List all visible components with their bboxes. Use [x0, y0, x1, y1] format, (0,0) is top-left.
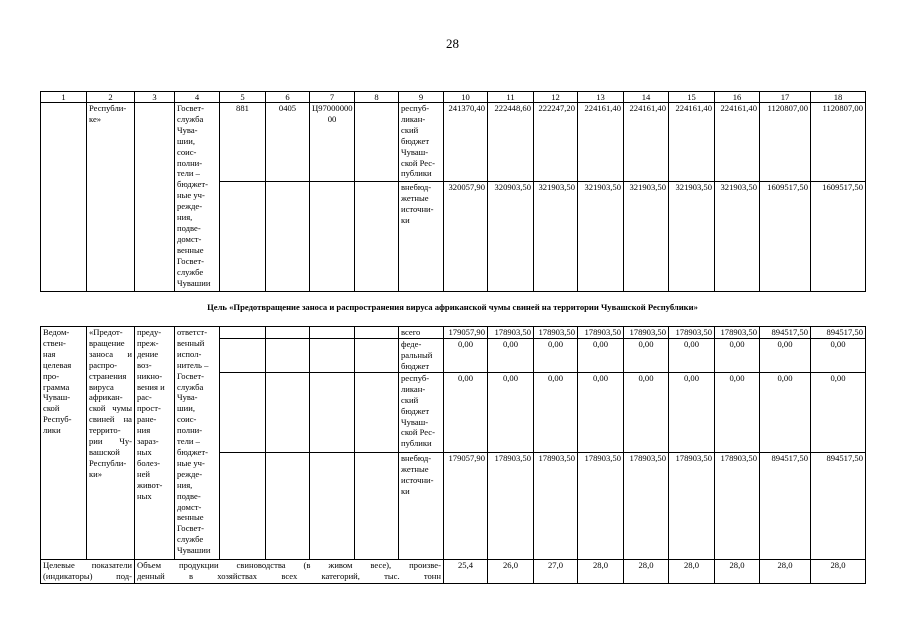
value-cell: 224161,40	[578, 103, 624, 182]
col-header: 12	[534, 92, 578, 103]
budget-table-top	[40, 91, 866, 292]
value-cell: 178903,50	[488, 327, 534, 339]
value-cell: 178903,50	[624, 327, 669, 339]
value-cell: 0,00	[760, 338, 811, 372]
indicator-value-cell: 28,0	[811, 559, 866, 583]
table-row	[41, 103, 866, 182]
value-cell: 0,00	[624, 338, 669, 372]
indicator-value-cell: 28,0	[578, 559, 624, 583]
col-header: 13	[578, 92, 624, 103]
indicator-label-cell: Целевые показатели (индикаторы) под-	[41, 559, 135, 583]
funding-source-cell: респуб- ликан- ский бюджет Чуваш- ской Рес- публики	[399, 372, 444, 452]
value-cell: 0,00	[811, 372, 866, 452]
table-cell	[220, 327, 266, 339]
value-cell: 179057,90	[444, 452, 488, 559]
goal-cell: преду- преж- дение воз- никно- вения и рас- прост- ране- ния зараз- ных болез- ней живот- ных	[135, 327, 175, 560]
col-header: 4	[175, 92, 220, 103]
program-type-cell: Ведом- ствен- ная целевая про- грамма Чуваш- ской Респуб- лики	[41, 327, 87, 560]
value-cell: 1609517,50	[760, 182, 811, 292]
value-cell: 320903,50	[488, 182, 534, 292]
column-number-row	[41, 92, 866, 103]
indicator-value-cell: 27,0	[534, 559, 578, 583]
executor-cell: Госвет- служба Чува- шии, соис- полни- тели – бюджет- ные уч- режде- ния, подве- домст- венные Госвет- службе Чувашии	[175, 103, 220, 292]
value-cell: 321903,50	[715, 182, 760, 292]
table-cell	[41, 103, 87, 292]
col-header: 2	[87, 92, 135, 103]
value-cell: 241370,40	[444, 103, 488, 182]
col-header: 15	[669, 92, 715, 103]
col-header: 5	[220, 92, 266, 103]
funding-source-cell: феде- ральный бюджет	[399, 338, 444, 372]
value-cell: 0,00	[534, 338, 578, 372]
col-header: 9	[399, 92, 444, 103]
funding-source-cell: респуб- ликан- ский бюджет Чуваш- ской Рес- публики	[399, 103, 444, 182]
value-cell: 178903,50	[669, 327, 715, 339]
col-header: 10	[444, 92, 488, 103]
value-cell: 0,00	[578, 338, 624, 372]
table-cell	[355, 338, 399, 372]
value-cell: 222448,60	[488, 103, 534, 182]
value-cell: 894517,50	[760, 327, 811, 339]
value-cell: 178903,50	[534, 452, 578, 559]
value-cell: 321903,50	[578, 182, 624, 292]
table-cell	[220, 452, 266, 559]
col-header: 6	[266, 92, 310, 103]
table-cell	[135, 103, 175, 292]
value-cell: 320057,90	[444, 182, 488, 292]
table-cell	[310, 327, 355, 339]
table-cell	[220, 372, 266, 452]
budget-table-bottom	[40, 326, 866, 584]
indicator-row	[41, 559, 866, 583]
value-cell: 1609517,50	[811, 182, 866, 292]
value-cell: 0,00	[578, 372, 624, 452]
col-header: 7	[310, 92, 355, 103]
value-cell: 178903,50	[669, 452, 715, 559]
program-name-cell: Республи- ке»	[87, 103, 135, 292]
value-cell: 0,00	[624, 372, 669, 452]
funding-source-cell: всего	[399, 327, 444, 339]
value-cell: 0,00	[444, 372, 488, 452]
table-cell	[266, 327, 310, 339]
value-cell: 0,00	[444, 338, 488, 372]
page-number: 28	[446, 36, 459, 51]
value-cell: 178903,50	[715, 452, 760, 559]
value-cell: 224161,40	[715, 103, 760, 182]
col-header: 18	[811, 92, 866, 103]
value-cell: 0,00	[760, 372, 811, 452]
indicator-value-cell: 28,0	[760, 559, 811, 583]
value-cell: 224161,40	[624, 103, 669, 182]
value-cell: 894517,50	[811, 327, 866, 339]
table-cell	[266, 338, 310, 372]
table-cell	[355, 103, 399, 182]
table-cell	[266, 182, 310, 292]
col-header: 8	[355, 92, 399, 103]
value-cell: 0,00	[488, 372, 534, 452]
col-header: 16	[715, 92, 760, 103]
indicator-value-cell: 28,0	[624, 559, 669, 583]
value-cell: 178903,50	[534, 327, 578, 339]
value-cell: 0,00	[669, 338, 715, 372]
value-cell: 321903,50	[669, 182, 715, 292]
indicator-value-cell: 28,0	[669, 559, 715, 583]
value-cell: 1120807,00	[811, 103, 866, 182]
table-cell	[266, 372, 310, 452]
value-cell: 178903,50	[488, 452, 534, 559]
value-cell: 894517,50	[811, 452, 866, 559]
table-cell	[355, 372, 399, 452]
table-cell	[310, 372, 355, 452]
table-row	[41, 327, 866, 339]
value-cell: 1120807,00	[760, 103, 811, 182]
funding-source-cell: внебюд- жетные источни- ки	[399, 452, 444, 559]
col-header: 1	[41, 92, 87, 103]
indicator-value-cell: 25,4	[444, 559, 488, 583]
section-code-cell: 0405	[266, 103, 310, 182]
col-header: 17	[760, 92, 811, 103]
executor-cell: ответст- венный испол- нитель – Госвет- служба Чува- шии, соис- полни- тели – бюджет- ные уч- режде- ния, подве- домст- венные Госвет- службе Чувашии	[175, 327, 220, 560]
table-cell	[310, 182, 355, 292]
col-header: 11	[488, 92, 534, 103]
indicator-text-cell: Объем продукции свиноводства (в живом весе), произве- денный в хозяйствах всех категорий, тыс. тонн	[135, 559, 444, 583]
target-article-cell: Ц97000000 00	[310, 103, 355, 182]
goal-heading: Цель «Предотвращение заноса и распространения вируса африканской чумы свиней на территории Чувашской Республики»	[207, 302, 698, 312]
value-cell: 178903,50	[578, 452, 624, 559]
indicator-value-cell: 28,0	[715, 559, 760, 583]
funding-source-cell: внебюд- жетные источни- ки	[399, 182, 444, 292]
value-cell: 0,00	[669, 372, 715, 452]
table-cell	[220, 182, 266, 292]
value-cell: 179057,90	[444, 327, 488, 339]
grbs-code-cell: 881	[220, 103, 266, 182]
table-cell	[355, 327, 399, 339]
value-cell: 321903,50	[534, 182, 578, 292]
col-header: 3	[135, 92, 175, 103]
table-cell	[310, 338, 355, 372]
value-cell: 0,00	[811, 338, 866, 372]
col-header: 14	[624, 92, 669, 103]
table-cell	[355, 182, 399, 292]
value-cell: 178903,50	[578, 327, 624, 339]
table-cell	[220, 338, 266, 372]
program-name-cell: «Предот- вращение заноса и распро- странения вируса африкан- ской чумы свиней на террито- рии Чу- вашской Республи- ки»	[87, 327, 135, 560]
table-cell	[266, 452, 310, 559]
value-cell: 894517,50	[760, 452, 811, 559]
table-cell	[310, 452, 355, 559]
table-cell	[355, 452, 399, 559]
value-cell: 321903,50	[624, 182, 669, 292]
value-cell: 178903,50	[715, 327, 760, 339]
value-cell: 0,00	[534, 372, 578, 452]
indicator-value-cell: 26,0	[488, 559, 534, 583]
value-cell: 0,00	[715, 372, 760, 452]
value-cell: 178903,50	[624, 452, 669, 559]
value-cell: 0,00	[715, 338, 760, 372]
value-cell: 222247,20	[534, 103, 578, 182]
value-cell: 224161,40	[669, 103, 715, 182]
value-cell: 0,00	[488, 338, 534, 372]
